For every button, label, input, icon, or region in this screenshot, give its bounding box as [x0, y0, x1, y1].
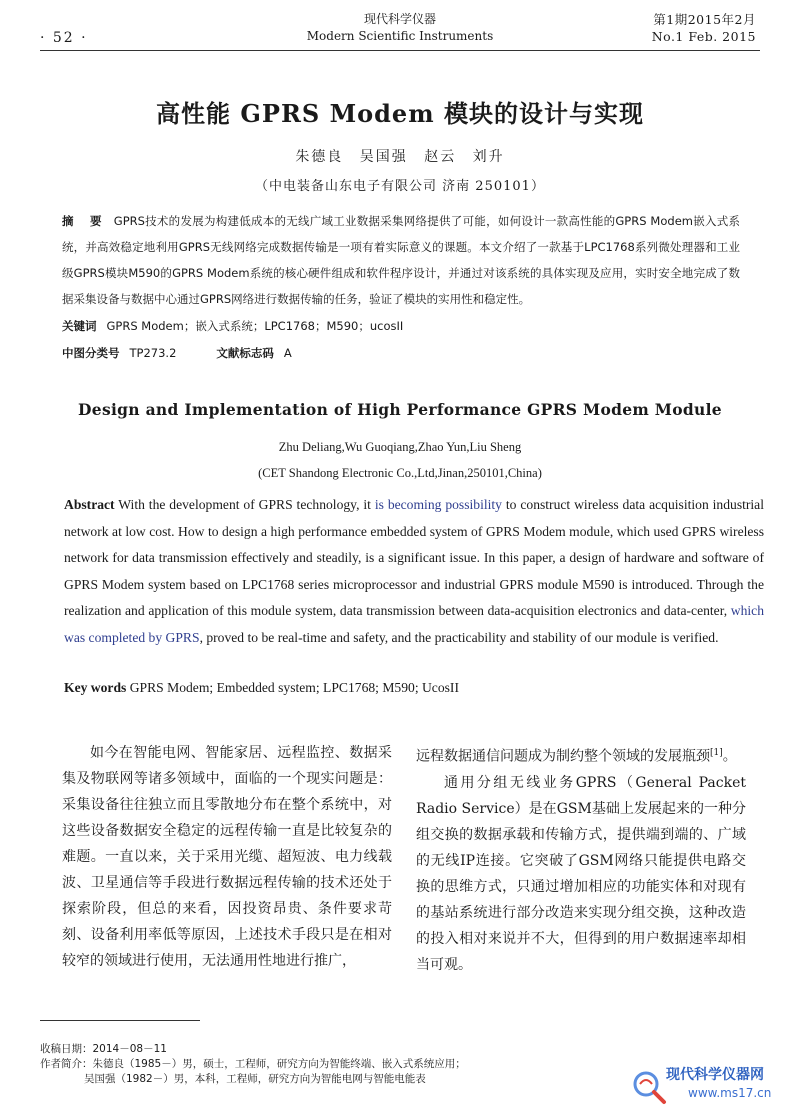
citation-ref: [1] — [710, 748, 723, 758]
header-rule — [40, 50, 760, 51]
body-paragraph — [416, 740, 746, 770]
footnote-rule — [40, 1020, 200, 1021]
affiliation-en: (CET Shandong Electronic Co.,Ltd,Jinan,250101,China) — [258, 466, 542, 480]
keywords-en-text: GPRS Modem; Embedded system; LPC1768; M590; UcosII — [126, 680, 459, 695]
keywords-en — [64, 680, 459, 696]
author-bio-2: 吴国强（1982－）男，本科，工程师，研究方向为智能电网与智能电能表 — [84, 1073, 426, 1085]
abstract-en-label: Abstract — [64, 497, 115, 512]
abstract-en-text-2: to construct wireless data acquisition industrial network at low cost. How to design a high performance embedded system of GPRS Modem module, which used GPRS wireless network for data transmission effectively and steadily, is a significant issue. In this paper, a design of hardware and software of GPRS Modem system based on LPC1768 series microprocessor and industrial GPRS module M590 is introduced. Through the realization and application of this module system, data transmission between data-acquisition electronics and data-center, — [64, 497, 764, 618]
abstract-cn-text: GPRS技术的发展为构建低成本的无线广域工业数据采集网络提供了可能，如何设计一款高性能的GPRS Modem嵌入式系统，并高效稳定地利用GPRS无线网络完成数据传输是一项有着实际意义的课题。本文介绍了一款基于LPC1768系列微处理器和工业级GPRS模块M590的GPRS Modem系统的核心硬件组成和软件程序设计，并通过对该系统的具体实现及应用，实时安全地完成了数据采集设备与数据中心通过GPRS网络进行数据传输的任务，验证了模块的实用性和稳定性。 — [62, 214, 740, 306]
journal-name-cn: 现代科学仪器 — [363, 12, 436, 26]
body-column-right — [416, 740, 746, 978]
keywords-cn-label: 关键词 — [62, 319, 97, 333]
authors-en: Zhu Deliang,Wu Guoqiang,Zhao Yun,Liu Sheng — [278, 440, 522, 454]
abstract-cn — [62, 208, 740, 312]
affiliation-cn: （中电装备山东电子有限公司 济南 250101） — [255, 179, 545, 194]
issue-cn: 第1期2015年2月 — [653, 12, 756, 27]
article-title-en: Design and Implementation of High Performance GPRS Modem Module — [78, 400, 722, 419]
body-text: 远程数据通信问题成为制约整个领域的发展瓶颈 — [416, 748, 710, 765]
keywords-cn-text: GPRS Modem；嵌入式系统；LPC1768；M590；ucosII — [106, 319, 404, 333]
classification-label: 中图分类号 — [62, 346, 120, 360]
classification-code: TP273.2 — [129, 346, 177, 360]
watermark-url: www.ms17.cn — [688, 1086, 772, 1100]
article-title-cn: 高性能 GPRS Modem 模块的设计与实现 — [156, 99, 644, 128]
classification-row — [62, 345, 292, 361]
issue-en: No.1 Feb. 2015 — [651, 29, 756, 44]
author-bio-1: 作者简介：朱德良（1985－）男，硕士，工程师，研究方向为智能终端、嵌入式系统应用； — [40, 1058, 466, 1070]
footnote — [40, 1042, 466, 1087]
body-paragraph: 如今在智能电网、智能家居、远程监控、数据采集及物联网等诸多领域中，面临的一个现实问题是：采集设备往往独立而且零散地分布在整个系统中，对这些设备数据安全稳定的远程传输一直是比较复杂的难题。一直以来，关于采用光缆、超短波、电力线载波、卫星通信等手段进行数据远程传输的技术还处于探索阶段，但总的来看，因投资昂贵、条件要求苛刻、设备利用率低等原因，上述技术手段只是在相对较窄的领域进行使用，无法通用性地进行推广， — [62, 745, 392, 969]
abstract-en — [64, 492, 764, 651]
abstract-en-highlight-1: is becoming possibility — [374, 497, 502, 512]
page-number: · 52 · — [40, 30, 88, 46]
received-date: 收稿日期：2014－08－11 — [40, 1043, 167, 1055]
keywords-cn — [62, 318, 403, 334]
abstract-cn-label: 摘 要 — [62, 214, 108, 228]
doc-code: A — [283, 346, 292, 360]
abstract-en-text-3: , proved to be real-time and safety, and the practicability and stability of our module is verified. — [199, 629, 719, 645]
abstract-en-text-1: With the development of GPRS technology, it — [114, 497, 375, 512]
keywords-en-label: Key words — [64, 680, 127, 695]
authors-cn: 朱德良 吴国强 赵云 刘升 — [295, 149, 505, 165]
doc-code-label: 文献标志码 — [216, 346, 274, 360]
watermark-name: 现代科学仪器网 — [666, 1067, 764, 1083]
journal-name-en: Modern Scientific Instruments — [306, 29, 494, 43]
body-column-left — [62, 740, 392, 974]
watermark-logo-icon — [630, 1068, 670, 1108]
body-paragraph: 通用分组无线业务GPRS（General Packet Radio Service）是在GSM基础上发展起来的一种分组交换的数据承载和传输方式，提供端到端的、广域的无线IP连接。它突破了GSM网络只能提供电路交换的思维方式，只通过增加相应的功能实体和对现有的基站系统进行部分改造来实现分组交换，这种改造的投入相对来说并不大，但得到的用户数据速率却相当可观。 — [416, 774, 746, 973]
watermark — [630, 1062, 790, 1110]
abstract-en-highlight-2: which was completed by GPRS — [64, 603, 764, 645]
issue-info — [652, 11, 756, 45]
body-text-end: 。 — [722, 748, 737, 765]
